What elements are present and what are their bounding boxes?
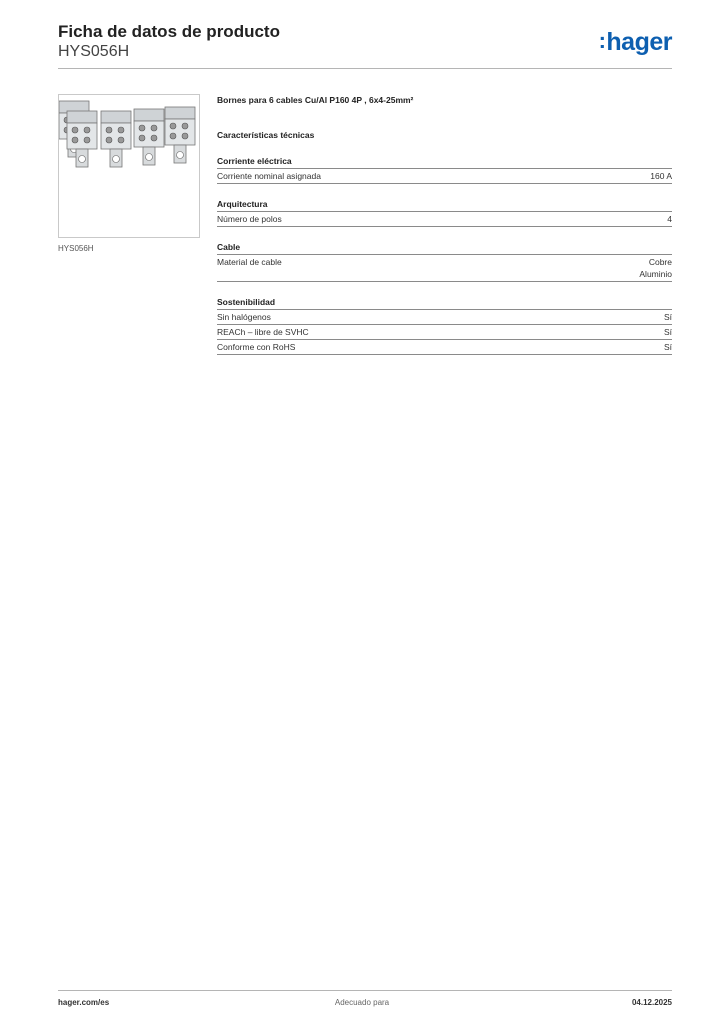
spec-label: Corriente nominal asignada	[217, 171, 321, 181]
spec-label: Material de cable	[217, 257, 282, 267]
spec-label: Conforme con RoHS	[217, 342, 296, 352]
spec-row	[217, 340, 672, 355]
spec-value: Sí	[663, 312, 672, 322]
section-sostenibilidad	[217, 296, 672, 355]
section-title: Cable	[217, 241, 672, 255]
terminal-block-illustration	[59, 95, 199, 237]
product-image	[58, 94, 200, 238]
spec-label: Sin halógenos	[217, 312, 271, 322]
footer-date: 04.12.2025	[631, 998, 672, 1007]
header-divider	[58, 68, 672, 69]
document-header	[58, 22, 280, 62]
footer-divider	[58, 990, 672, 991]
spec-row	[217, 310, 672, 325]
section-arquitectura	[217, 198, 672, 227]
spec-value-copper: Cobre	[648, 257, 672, 267]
spec-label: Número de polos	[217, 214, 282, 224]
section-cable	[217, 241, 672, 282]
footer-website-link[interactable]: hager.com/es	[58, 998, 110, 1007]
product-description: Bornes para 6 cables Cu/Al P160 4P , 6x4-25mm²	[217, 95, 414, 105]
document-title: Ficha de datos de producto	[58, 22, 280, 41]
spec-value: Sí	[663, 327, 672, 337]
section-title: Arquitectura	[217, 198, 672, 212]
spec-row	[217, 212, 672, 227]
spec-row	[217, 255, 672, 282]
spec-row	[217, 325, 672, 340]
spec-value-multi	[639, 256, 672, 280]
logo-colon-icon: :	[598, 28, 606, 53]
spec-row	[217, 169, 672, 184]
footer-center-text: Adecuado para	[334, 998, 390, 1007]
characteristics-heading: Características técnicas	[217, 130, 315, 140]
product-code: HYS056H	[58, 43, 130, 60]
spec-label: REACh – libre de SVHC	[217, 327, 309, 337]
spec-value: Sí	[663, 342, 672, 352]
spec-value: 160 A	[650, 171, 672, 181]
hager-logo: :hager	[598, 28, 672, 56]
spec-value-aluminium: Aluminio	[639, 269, 672, 279]
section-corriente-electrica	[217, 155, 672, 184]
spec-value: 4	[667, 214, 672, 224]
image-caption: HYS056H	[58, 244, 94, 253]
section-title: Sostenibilidad	[217, 296, 672, 310]
section-title: Corriente eléctrica	[217, 155, 672, 169]
product-details	[217, 94, 672, 355]
